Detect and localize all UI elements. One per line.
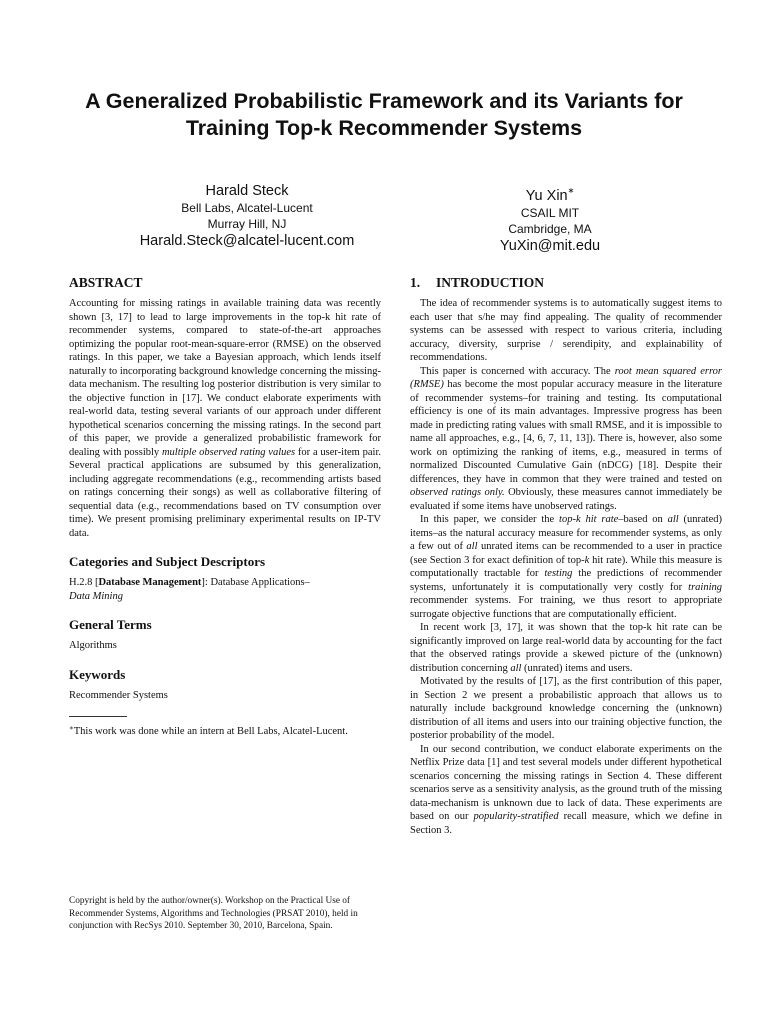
introduction-heading: 1. INTRODUCTION	[410, 275, 545, 290]
author-location: Cambridge, MA	[508, 222, 592, 236]
keywords-text: Recommender Systems	[69, 689, 168, 701]
author-name: Harald Steck	[205, 183, 289, 199]
intro-paragraph-6: In our second contribution, we conduct elaborate experiments on the Netflix Prize data [1] and test several models under different hypothetical scenarios concerning the missing ratings in Section 4. These different scenarios serve as a sensitivity analysis, as the ground truth of the missing data-mechanism is unknown due to lack of data. These experiments are based on our popularity-stratified recall measure, which we define in Section 3.	[410, 743, 722, 836]
author-email[interactable]: YuXin@mit.edu	[499, 238, 601, 254]
intro-paragraph-5: Motivated by the results of [17], as the first contribution of this paper, in Section 2 we present a probabilistic approach that allows us to naturally include background knowledge concerning the (unknown) distribution of all items and users into our training objective function, the posterior probability of the model.	[410, 676, 722, 741]
copyright-notice: Copyright is held by the author/owner(s). Workshop on the Practical Use of Recommender Systems, Algorithms and Technologies (PRSAT 2010), held in conjunction with RecSys 2010. September 30, 2010, Barcelona, Spain.	[69, 896, 358, 931]
abstract-text: Accounting for missing ratings in available training data was recently shown [3, 17] to lead to large improvements in the top-k hit rate of recommender systems, compared to state-of-the-art approaches optimizing the popular root-mean-square-error (RMSE) on the observed ratings. In this paper, we take a Bayesian approach, which lends itself naturally to incorporating background knowledge concerning the missing-data mechanism. The resulting log posterior distribution is very similar to the objective function in [17]. We conduct elaborate experiments with real-world data, testing several variants of our approach under different hypothetical scenarios concerning the missing ratings. In the second part of this paper, we provide a generalized probabilistic framework for dealing with possibly multiple observed rating values for a user-item pair. Several practical applications are subsumed by this generalization, including aggregate recommendations (e.g., recommending artists based on ratings concerning their songs) as well as collaborative filtering of sequential data (e.g., recommendations based on TV consumption over time). We present promising preliminary experimental results on IP-TV data.	[69, 298, 382, 539]
author-name: Yu Xin∗	[525, 186, 575, 204]
title-line-1: A Generalized Probabilistic Framework and its Variants for	[85, 89, 683, 113]
left-column	[69, 274, 381, 739]
general-terms-text: Algorithms	[69, 640, 117, 651]
intro-paragraph-4: In recent work [3, 17], it was shown that the top-k hit rate can be significantly improved on large real-world data by accounting for the fact that the observed ratings provide a skewed picture of the (unknown) distribution concerning all (unrated) items and users.	[410, 622, 722, 674]
categories-text: H.2.8 [Database Management]: Database Applications– Data Mining	[69, 577, 310, 602]
footnote-divider	[69, 716, 127, 717]
categories-heading: Categories and Subject Descriptors	[69, 554, 266, 569]
paper-title	[40, 88, 728, 142]
author-block-xin	[400, 182, 700, 255]
author-affiliation: Bell Labs, Alcatel-Lucent	[181, 201, 313, 215]
author-email[interactable]: Harald.Steck@alcatel-lucent.com	[139, 233, 355, 249]
intro-paragraph-3: In this paper, we consider the top-k hit rate–based on all (unrated) items–as the natural accuracy measure for recommender systems, as only a few out of all unrated items can be recommended to a user in practice (see Section 3 for exact definition of top-k hit rate). While this measure is computationally tractable for testing the predictions of recommender systems, unfortunately it is computationally very costly for training recommender systems. For training, we thus resort to appropriate surrogate objective functions that are computationally efficient.	[410, 514, 722, 620]
intro-paragraph-1: The idea of recommender systems is to automatically suggest items to each user that s/he may find appealing. The quality of recommender systems can be assessed with respect to various criteria, including accuracy, diversity, surprise / serendipity, and explainability of recommendations.	[410, 298, 722, 363]
footnote: ∗This work was done while an intern at Bell Labs, Alcatel-Lucent.	[69, 724, 348, 737]
section-number: 1.	[410, 275, 421, 290]
footnote-mark: ∗	[567, 186, 575, 195]
abstract-heading: ABSTRACT	[69, 275, 143, 290]
right-column	[410, 274, 722, 837]
author-location: Murray Hill, NJ	[207, 217, 287, 231]
author-block-steck	[97, 182, 397, 250]
intro-paragraph-2: This paper is concerned with accuracy. The root mean squared error (RMSE) has become the most popular accuracy measure in the literature of recommender systems–for training and testing. Its computational efficiency is one of its main advantages. Impressive progress has been made in predicting rating values with small RMSE, and it is impossible to name all approaches, e.g., [4, 6, 7, 11, 13]). There is, however, also some work on optimizing the ranking of items, e.g., measured in terms of normalized Discounted Cumulative Gain (nDCG) [18]. Despite their differences, they have in common that they were trained and tested on observed ratings only. Obviously, these measures cannot immediately be evaluated if some items have unobserved ratings.	[410, 365, 722, 512]
author-affiliation: CSAIL MIT	[520, 206, 580, 220]
keywords-heading: Keywords	[69, 666, 126, 682]
title-line-2: Training Top-k Recommender Systems	[185, 116, 583, 140]
general-terms-heading: General Terms	[69, 617, 152, 632]
